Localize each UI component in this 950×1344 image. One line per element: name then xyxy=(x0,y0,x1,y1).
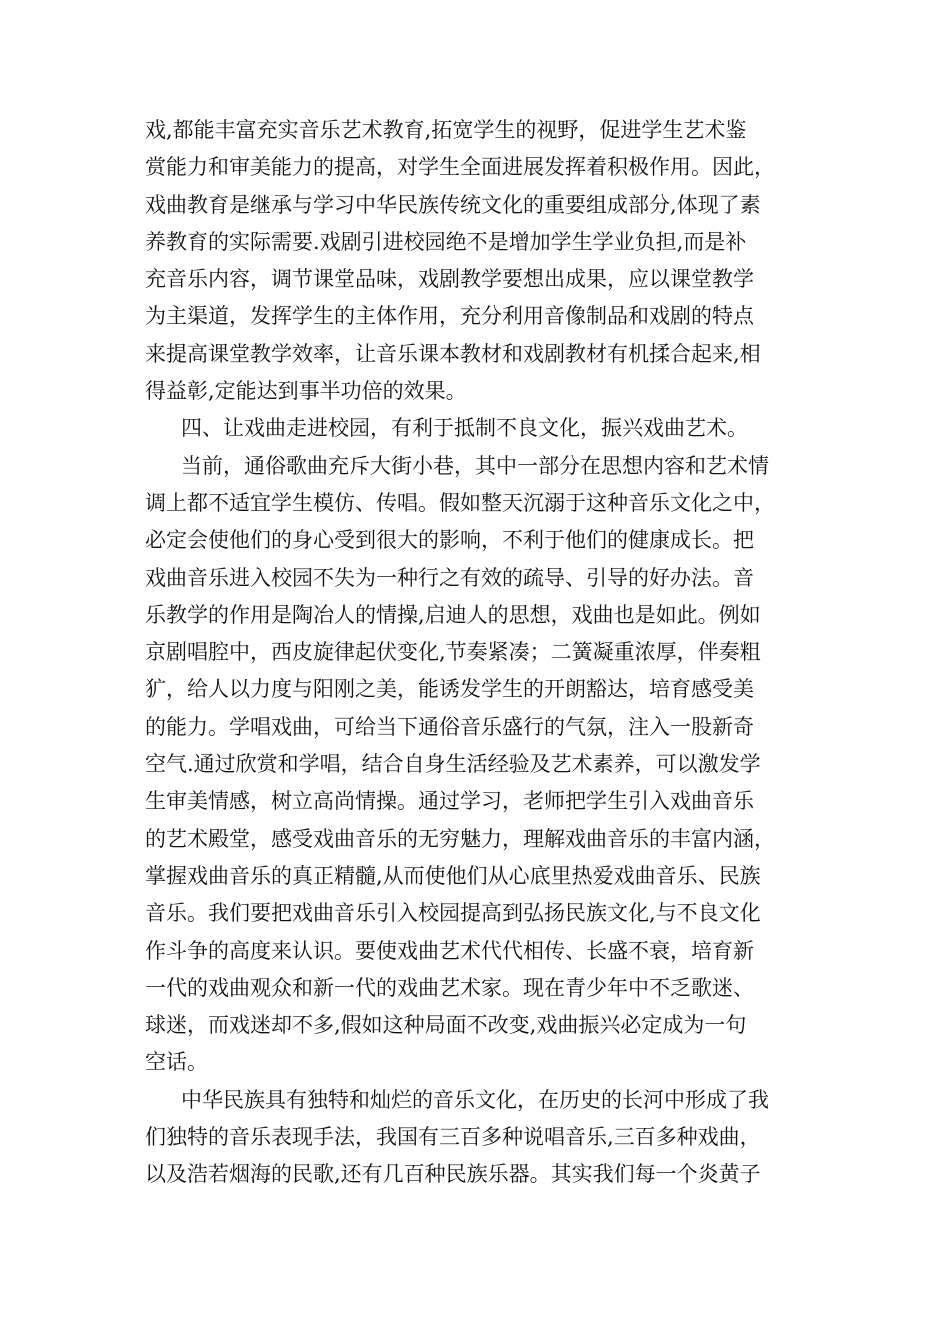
text-line: 戏曲教育是继承与学习中华民族传统文化的重要组成部分,体现了素 xyxy=(145,192,761,217)
text-line: 掌握戏曲音乐的真正精髓,从而使他们从心底里热爱戏曲音乐、民族 xyxy=(145,863,761,888)
text-line: 作斗争的高度来认识。要使戏曲艺术代代相传、长盛不衰，培育新 xyxy=(145,938,754,963)
paragraph-first-line: 当前，通俗歌曲充斥大街小巷，其中一部分在思想内容和艺术情 xyxy=(181,453,769,478)
text-line: 充音乐内容，调节课堂品味，戏剧教学要想出成果，应以课堂教学 xyxy=(145,267,754,292)
text-line: 来提高课堂教学效率，让音乐课本教材和戏剧教材有机揉合起来,相 xyxy=(145,341,761,366)
text-line: 空气.通过欣赏和学唱，结合自身生活经验及艺术素养，可以激发学 xyxy=(145,752,761,777)
text-line: 以及浩若烟海的民歌,还有几百种民族乐器。其实我们每一个炎黄子 xyxy=(145,1162,761,1187)
text-line: 必定会使他们的身心受到很大的影响，不利于他们的健康成长。把 xyxy=(145,528,754,553)
text-line: 养教育的实际需要.戏剧引进校园绝不是增加学生学业负担,而是补 xyxy=(145,229,747,254)
text-line: 赏能力和审美能力的提高，对学生全面进展发挥着积极作用。因此， xyxy=(145,155,775,180)
text-line: 们独特的音乐表现手法，我国有三百多种说唱音乐,三百多种戏曲， xyxy=(145,1125,761,1150)
text-line: 乐教学的作用是陶冶人的情操,启迪人的思想，戏曲也是如此。例如 xyxy=(145,602,761,627)
text-line: 京剧唱腔中，西皮旋律起伏变化,节奏紧凑；二簧凝重浓厚，伴奏粗 xyxy=(145,640,761,665)
text-line: 生审美情感，树立高尚情操。通过学习，老师把学生引入戏曲音乐 xyxy=(145,789,754,814)
text-line: 戏曲音乐进入校园不失为一种行之有效的疏导、引导的好办法。音 xyxy=(145,565,754,590)
section-heading: 四、让戏曲走进校园，有利于抵制不良文化，振兴戏曲艺术。 xyxy=(181,416,748,441)
text-line: 戏,都能丰富充实音乐艺术教育,拓宽学生的视野，促进学生艺术鉴 xyxy=(145,118,747,142)
text-line: 球迷，而戏迷却不多,假如这种局面不改变,戏曲振兴必定成为一句 xyxy=(145,1013,747,1038)
text-line: 一代的戏曲观众和新一代的戏曲艺术家。现在青少年中不乏歌迷、 xyxy=(145,975,754,1000)
text-line: 为主渠道，发挥学生的主体作用，充分利用音像制品和戏剧的特点 xyxy=(145,304,754,329)
paragraph-first-line: 中华民族具有独特和灿烂的音乐文化，在历史的长河中形成了我 xyxy=(181,1087,769,1112)
text-line: 调上都不适宜学生模仿、传唱。假如整天沉溺于这种音乐文化之中， xyxy=(145,490,775,515)
text-line: 的能力。学唱戏曲，可给当下通俗音乐盛行的气氛，注入一股新奇 xyxy=(145,714,754,739)
text-line: 空话。 xyxy=(145,1050,208,1075)
text-line: 得益彰,定能达到事半功倍的效果。 xyxy=(145,379,467,404)
text-line: 音乐。我们要把戏曲音乐引入校园提高到弘扬民族文化,与不良文化 xyxy=(145,901,761,926)
text-line: 的艺术殿堂，感受戏曲音乐的无穷魅力，理解戏曲音乐的丰富内涵， xyxy=(145,826,775,851)
body-text xyxy=(145,112,810,1194)
text-line: 犷，给人以力度与阳刚之美，能诱发学生的开朗豁达，培育感受美 xyxy=(145,677,754,702)
